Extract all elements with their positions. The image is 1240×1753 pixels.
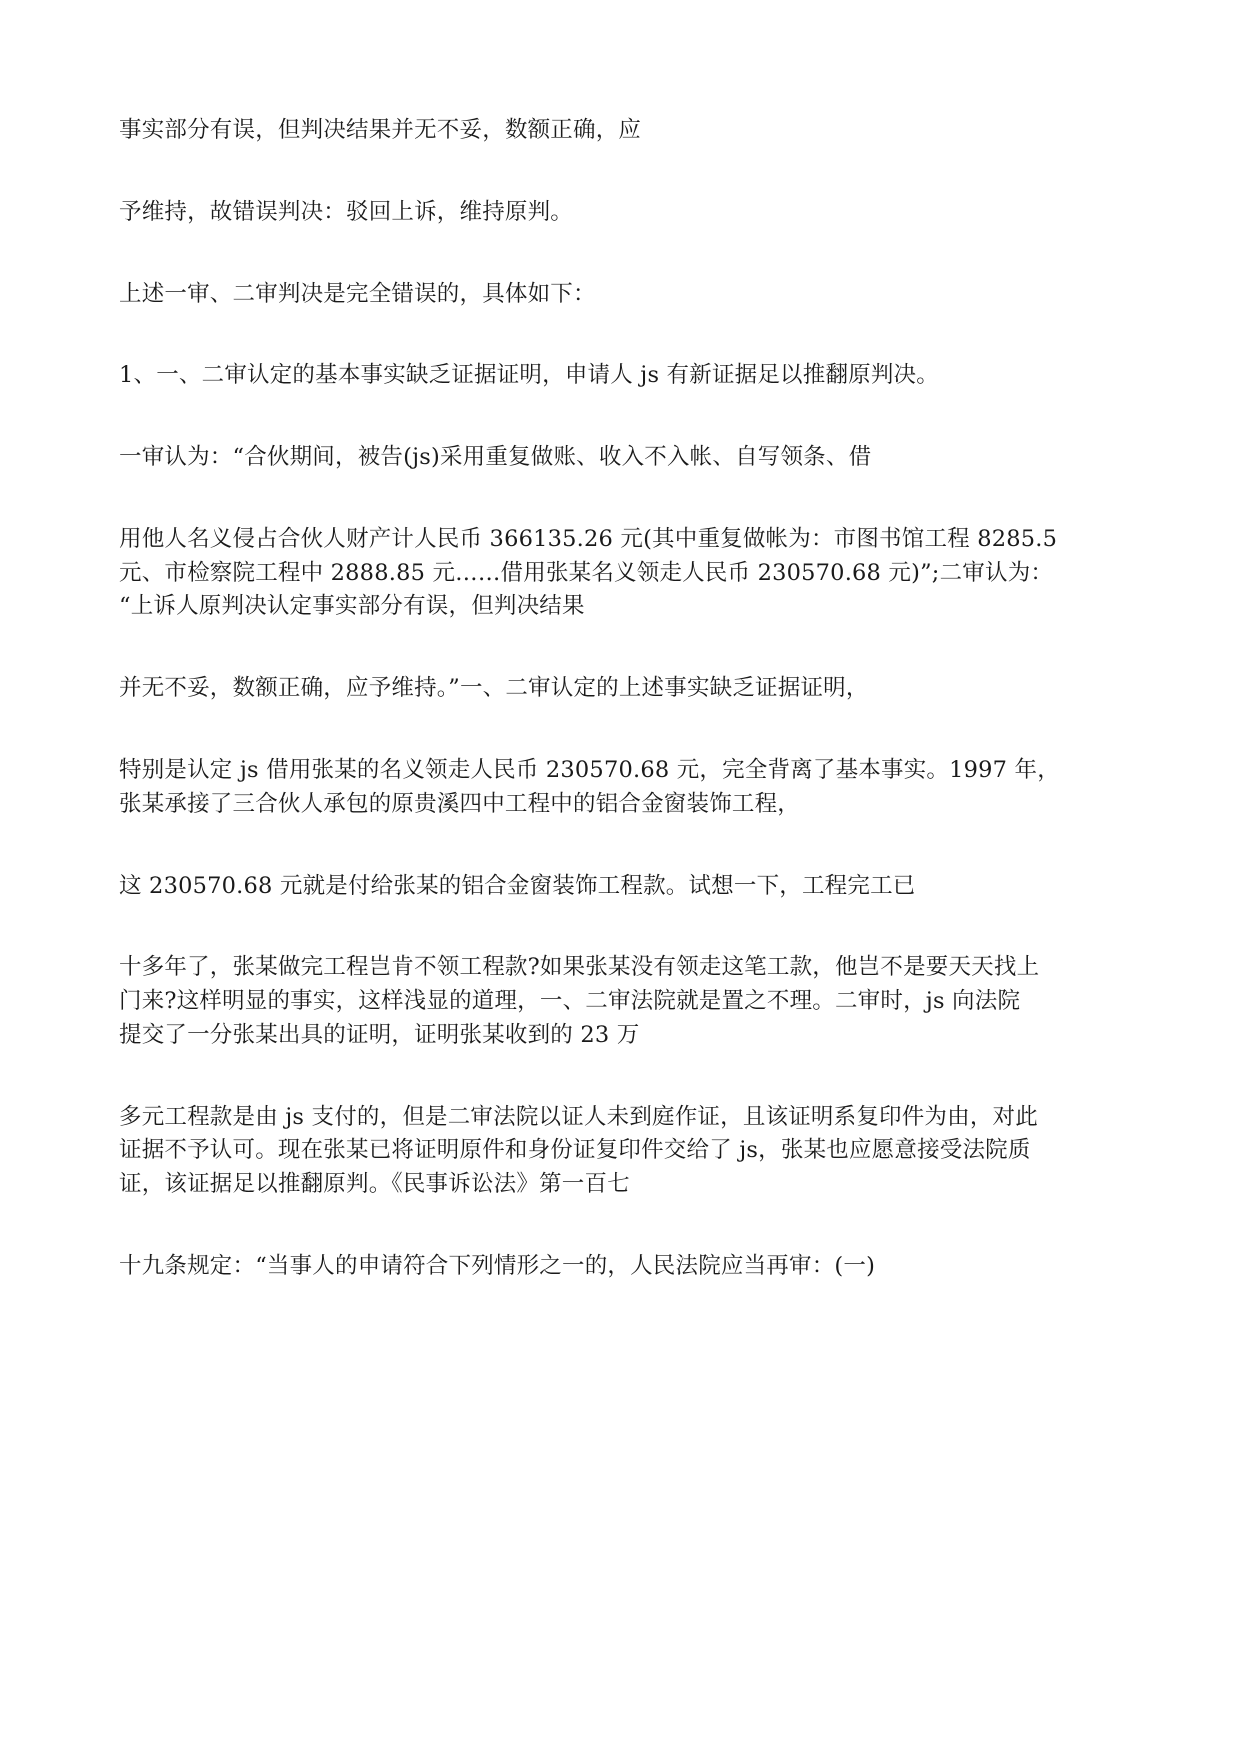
text-line: 一审认为：“合伙期间，被告(js)采用重复做账、收入不入帐、自写领条、借	[119, 444, 872, 470]
text-line: 用他人名义侵占合伙人财产计人民币 366135.26 元(其中重复做帐为：市图书馆工程 8285.5	[119, 526, 1058, 552]
text-line: 十九条规定：“当事人的申请符合下列情形之一的，人民法院应当再审：(一)	[119, 1253, 876, 1279]
text-line: 特别是认定 js 借用张某的名义领走人民币 230570.68 元，完全背离了基本事实。1997 年，	[119, 757, 1060, 783]
text-line: 十多年了，张某做完工程岂肯不领工程款?如果张某没有领走这笔工款，他岂不是要天天找上	[119, 954, 1040, 980]
text-line: 证据不予认可。现在张某已将证明原件和身份证复印件交给了 js，张某也应愿意接受法院质	[119, 1137, 1031, 1163]
text-line: “上诉人原判决认定事实部分有误，但判决结果	[119, 593, 585, 619]
text-line: 上述一审、二审判决是完全错误的，具体如下：	[119, 281, 596, 307]
text-line: 这 230570.68 元就是付给张某的铝合金窗装饰工程款。试想一下，工程完工已	[119, 873, 916, 899]
text-line: 并无不妥，数额正确，应予维持。”一、二审认定的上述事实缺乏证据证明，	[119, 675, 869, 701]
text-line: 元、市检察院工程中 2888.85 元……借用张某名义领走人民币 230570.68 元)”;二审认为：	[119, 560, 1054, 586]
text-line: 多元工程款是由 js 支付的，但是二审法院以证人未到庭作证，且该证明系复印件为由，对此	[119, 1104, 1038, 1130]
text-line: 予维持，故错误判决：驳回上诉，维持原判。	[119, 199, 574, 225]
text-line: 事实部分有误，但判决结果并无不妥，数额正确，应	[119, 117, 642, 143]
text-line: 证，该证据足以推翻原判。《民事诉讼法》第一百七	[119, 1171, 630, 1197]
text-line: 张某承接了三合伙人承包的原贵溪四中工程中的铝合金窗装饰工程，	[119, 791, 801, 817]
text-line: 提交了一分张某出具的证明，证明张某收到的 23 万	[119, 1022, 640, 1048]
text-line: 门来?这样明显的事实，这样浅显的道理，一、二审法院就是置之不理。二审时，js 向法院	[119, 988, 1021, 1014]
text-line: 1、一、二审认定的基本事实缺乏证据证明，申请人 js 有新证据足以推翻原判决。	[119, 362, 939, 388]
